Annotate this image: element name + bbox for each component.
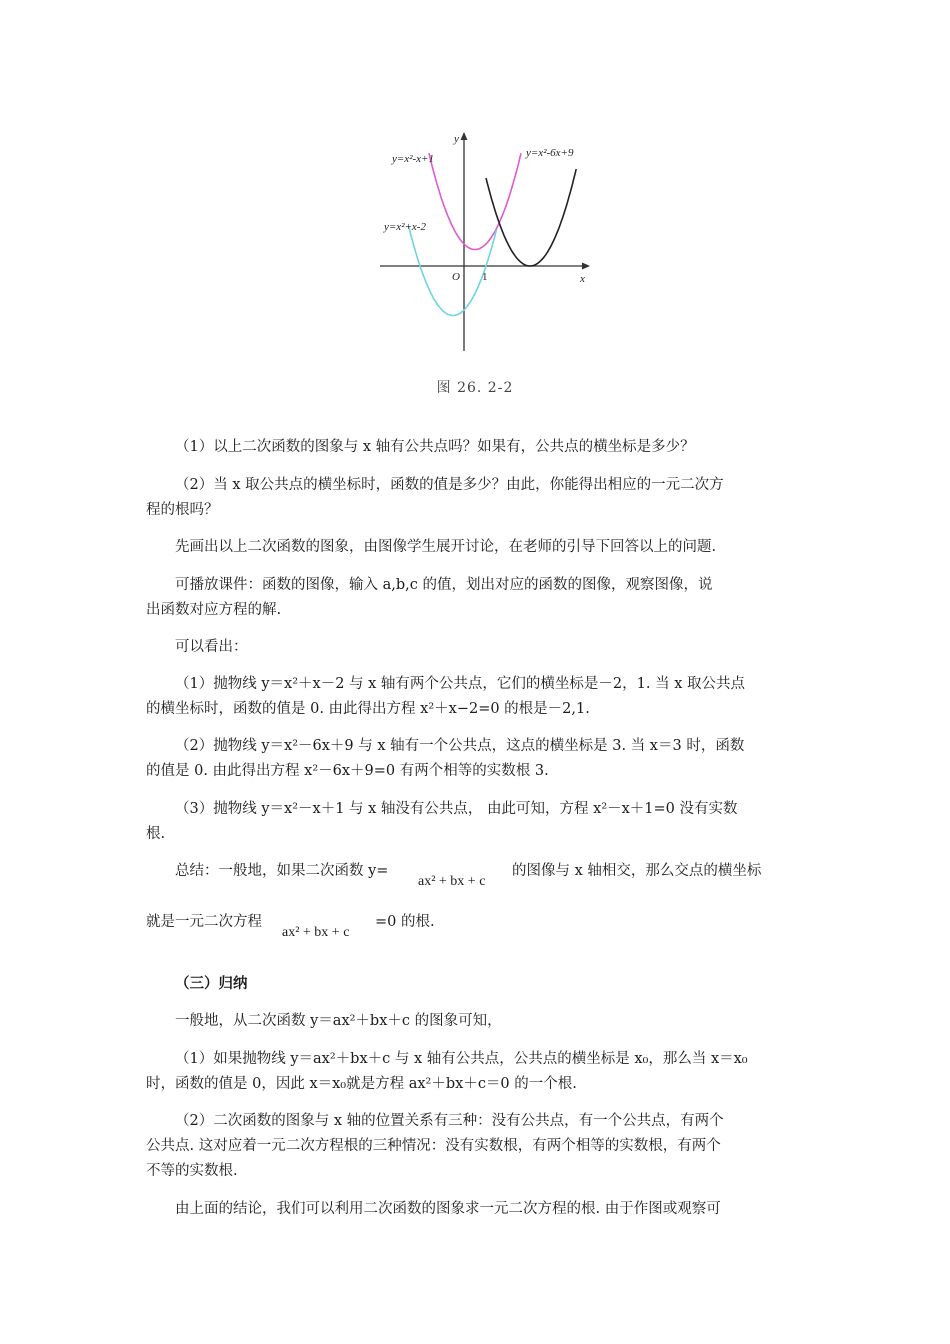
label-origin: O	[452, 271, 460, 283]
summary-part4: =0 的根.	[375, 914, 435, 930]
finding-3-line2: 根.	[146, 826, 166, 842]
summary-formula-2: ax² + bx + c	[282, 925, 350, 940]
summary-part1: 总结：一般地，如果二次函数 y=	[175, 863, 389, 879]
parabola-graph	[380, 126, 600, 356]
finding-3-line1: （3）抛物线 y＝x²－x＋1 与 x 轴没有公共点， 由此可知，方程 x²－x＋1=0 没有实数	[175, 801, 738, 817]
section-intro: 一般地，从二次函数 y＝ax²＋bx＋c 的图象可知，	[175, 1013, 502, 1029]
question-2-line1: （2）当 x 取公共点的横坐标时，函数的值是多少？由此，你能得出相应的一元二次方	[175, 477, 724, 493]
summary-part2: 的图像与 x 轴相交，那么交点的横坐标	[512, 863, 762, 879]
y-axis-arrow-icon	[461, 132, 468, 140]
curve-x2-6x-plus-9	[486, 169, 576, 266]
paragraph-see: 可以看出：	[175, 639, 248, 655]
finding-1-line2: 的横坐标时，函数的值是 0. 由此得出方程 x²＋x−2=0 的根是－2,1.	[146, 701, 590, 717]
finding-2-line2: 的值是 0. 由此得出方程 x²－6x＋9=0 有两个相等的实数根 3.	[146, 763, 549, 779]
summary-formula-1: ax² + bx + c	[418, 874, 486, 889]
conclusion-2-line1: （2）二次函数的图象与 x 轴的位置关系有三种：没有公共点，有一个公共点，有两个	[175, 1113, 724, 1129]
paragraph-courseware-line2: 出函数对应方程的解.	[146, 602, 282, 618]
x-axis-arrow-icon	[582, 263, 590, 270]
section-conclusion: 由上面的结论，我们可以利用二次函数的图象求一元二次方程的根. 由于作图或观察可	[175, 1201, 721, 1217]
function-graph-figure	[380, 126, 600, 356]
label-y-axis: y	[454, 133, 459, 145]
label-curve1: y=x²-x+1	[392, 153, 434, 165]
paragraph-draw: 先画出以上二次函数的图象，由图像学生展开讨论，在老师的引导下回答以上的问题.	[175, 539, 717, 555]
paragraph-courseware-line1: 可播放课件：函数的图像，输入 a,b,c 的值，划出对应的函数的图像，观察图像，说	[175, 577, 713, 593]
curve-x2-x-plus-1	[429, 153, 521, 249]
conclusion-1-line2: 时，函数的值是 0，因此 x＝x₀就是方程 ax²＋bx＋c＝0 的一个根.	[146, 1076, 577, 1092]
label-tick-one: 1	[482, 271, 488, 283]
conclusion-2-line3: 不等的实数根.	[146, 1163, 238, 1179]
label-curve3: y=x²+x-2	[384, 221, 426, 233]
section-heading: （三）归纳	[175, 976, 248, 992]
question-2-line2: 程的根吗？	[146, 502, 219, 518]
label-x-axis: x	[580, 273, 585, 285]
finding-1-line1: （1）抛物线 y＝x²＋x－2 与 x 轴有两个公共点，它们的横坐标是－2，1. 当 x 取公共点	[175, 676, 745, 692]
finding-2-line1: （2）抛物线 y＝x²－6x＋9 与 x 轴有一个公共点，这点的横坐标是 3. 当 x＝3 时，函数	[175, 738, 745, 754]
label-curve2: y=x²-6x+9	[526, 147, 574, 159]
conclusion-2-line2: 公共点. 这对应着一元二次方程根的三种情况：没有实数根，有两个相等的实数根，有两个	[146, 1138, 721, 1154]
summary-part3: 就是一元二次方程	[146, 914, 262, 930]
figure-caption: 图 26. 2-2	[436, 380, 514, 396]
question-1: （1）以上二次函数的图象与 x 轴有公共点吗？如果有，公共点的横坐标是多少？	[175, 439, 695, 455]
conclusion-1-line1: （1）如果抛物线 y＝ax²＋bx＋c 与 x 轴有公共点，公共点的横坐标是 x₀，那么当 x＝x₀	[175, 1051, 748, 1067]
